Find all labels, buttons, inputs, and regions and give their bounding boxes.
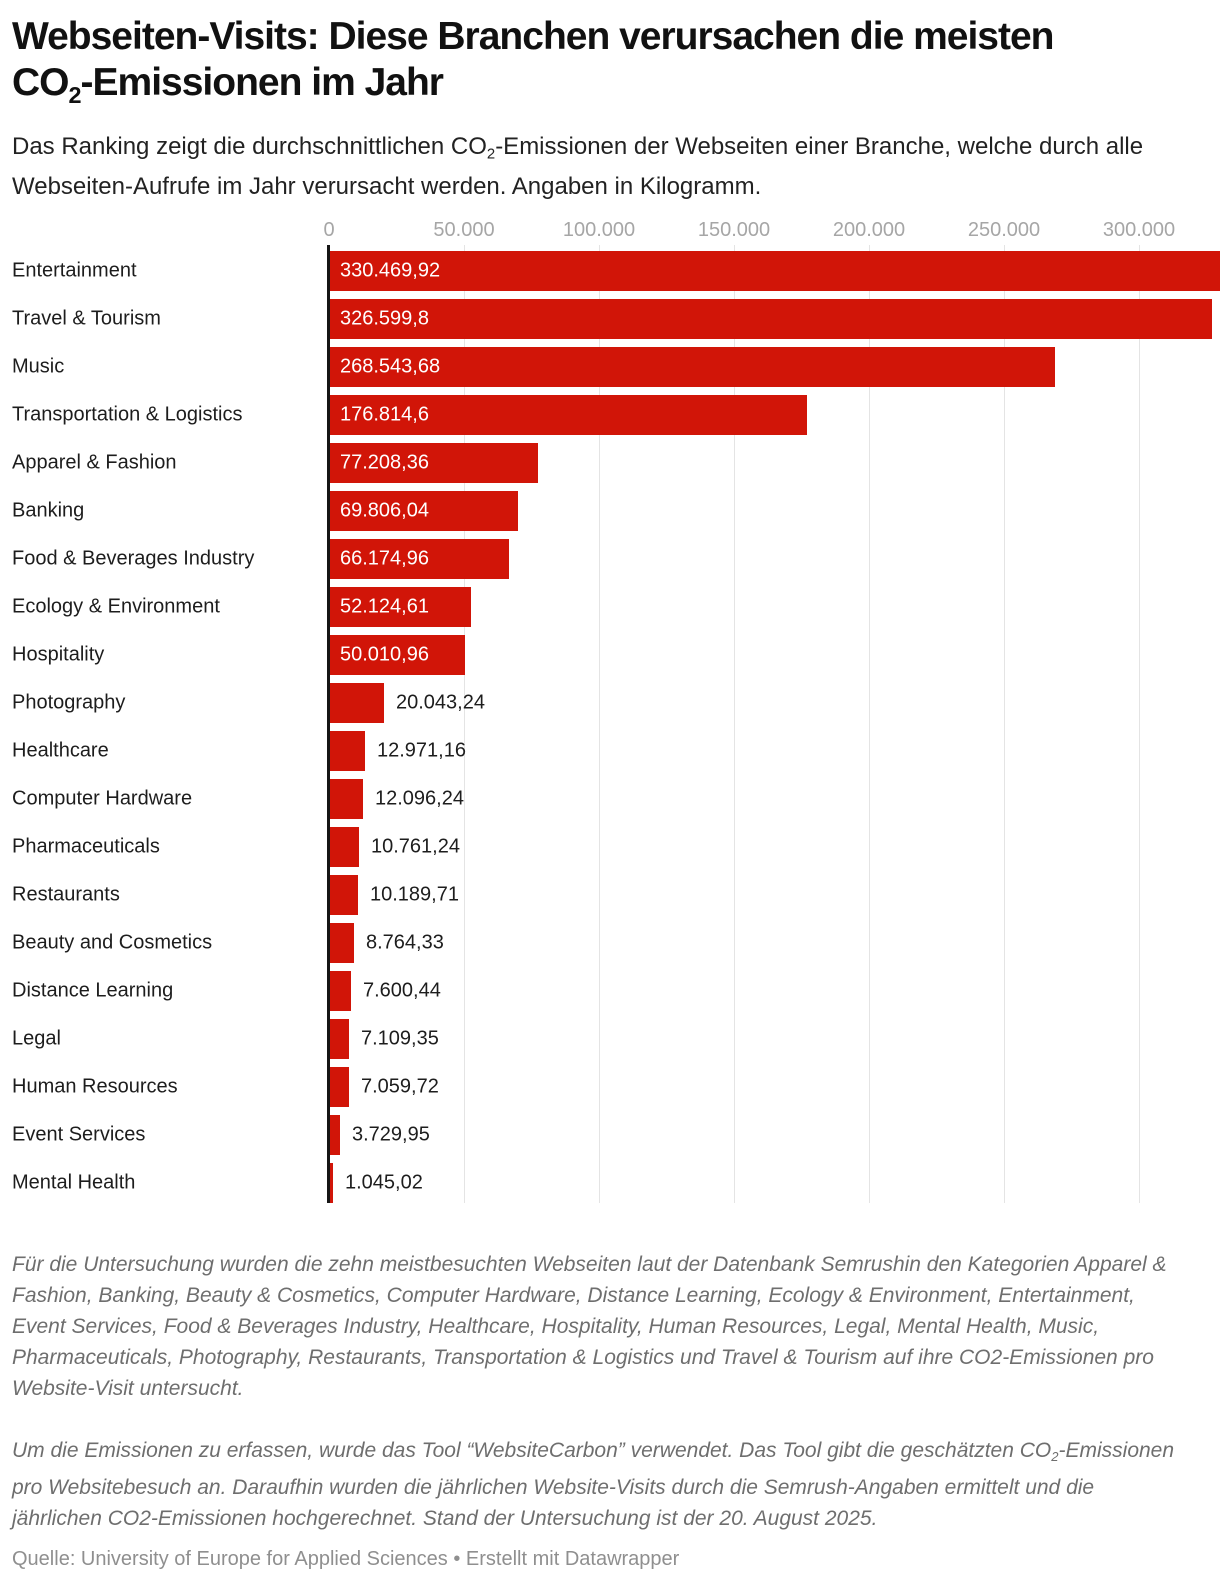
chart-row bbox=[12, 295, 1206, 343]
chart-row bbox=[12, 583, 1206, 631]
co2-subscript: 2 bbox=[1051, 1448, 1059, 1464]
chart-row bbox=[12, 871, 1206, 919]
bar bbox=[330, 1163, 333, 1203]
category-label: Apparel & Fashion bbox=[12, 451, 177, 474]
chart-notes bbox=[12, 1249, 1206, 1571]
value-label: 3.729,95 bbox=[352, 1123, 430, 1146]
chart-row bbox=[12, 1063, 1206, 1111]
value-label: 176.814,6 bbox=[340, 403, 429, 426]
co2-subscript: 2 bbox=[68, 82, 81, 109]
bar bbox=[330, 827, 359, 867]
x-axis-tick-label: 200.000 bbox=[832, 218, 906, 241]
category-label: Entertainment bbox=[12, 259, 137, 282]
bar-zone bbox=[329, 971, 1206, 1011]
chart-row bbox=[12, 439, 1206, 487]
bar bbox=[330, 683, 384, 723]
chart-row bbox=[12, 247, 1206, 295]
bar-zone bbox=[329, 1067, 1206, 1107]
bar-zone bbox=[329, 875, 1206, 915]
value-label: 7.600,44 bbox=[363, 979, 441, 1002]
source-text: Quelle: University of Europe for Applied Sciences bbox=[12, 1547, 448, 1570]
value-label: 268.543,68 bbox=[340, 355, 441, 378]
bar-rows bbox=[12, 247, 1206, 1207]
category-label: Mental Health bbox=[12, 1171, 136, 1194]
footnote-2: Um die Emissionen zu erfassen, wurde das Tool “WebsiteCarbon” verwendet. Das Tool gibt die geschätzten CO2-Emissionen pro Websitebesuch an. Daraufhin wurden die jährlichen Website-Visits durch die Semrush-Angaben ermittelt und die jährlichen CO2-Emissionen hochgerechnet. Stand der Untersuchung ist der 20. August 2025. bbox=[12, 1438, 1175, 1530]
bar-zone bbox=[329, 395, 1206, 435]
value-label: 7.109,35 bbox=[361, 1027, 439, 1050]
bar-zone bbox=[329, 491, 1206, 531]
bar bbox=[330, 1115, 340, 1155]
bar-zone bbox=[329, 923, 1206, 963]
x-axis-tick-label: 100.000 bbox=[562, 218, 636, 241]
bar bbox=[330, 299, 1212, 339]
chart-row bbox=[12, 775, 1206, 823]
category-label: Legal bbox=[12, 1027, 61, 1050]
value-label: 10.189,71 bbox=[370, 883, 459, 906]
bar-zone bbox=[329, 299, 1206, 339]
bar-zone bbox=[329, 731, 1206, 771]
chart-row bbox=[12, 631, 1206, 679]
bar-zone bbox=[329, 539, 1206, 579]
co2-subscript: 2 bbox=[486, 146, 496, 163]
value-label: 52.124,61 bbox=[340, 595, 429, 618]
value-label: 66.174,96 bbox=[340, 547, 429, 570]
datawrapper-credit-link[interactable]: Erstellt mit Datawrapper bbox=[465, 1547, 680, 1570]
value-label: 326.599,8 bbox=[340, 307, 429, 330]
value-label: 7.059,72 bbox=[361, 1075, 439, 1098]
bar-zone bbox=[329, 1019, 1206, 1059]
bar-zone bbox=[329, 779, 1206, 819]
category-label: Ecology & Environment bbox=[12, 595, 220, 618]
value-label: 8.764,33 bbox=[366, 931, 444, 954]
chart-row bbox=[12, 535, 1206, 583]
chart-row bbox=[12, 679, 1206, 727]
x-axis-tick-label: 150.000 bbox=[697, 218, 771, 241]
chart-row bbox=[12, 823, 1206, 871]
x-axis-tick-label: 250.000 bbox=[967, 218, 1041, 241]
bar-zone bbox=[329, 1163, 1206, 1203]
source-line bbox=[12, 1548, 1188, 1571]
value-label: 77.208,36 bbox=[340, 451, 429, 474]
bar bbox=[330, 251, 1220, 291]
bar bbox=[330, 875, 358, 915]
bar bbox=[330, 971, 351, 1011]
category-label: Healthcare bbox=[12, 739, 109, 762]
separator-dot: • bbox=[453, 1547, 461, 1570]
chart-row bbox=[12, 1015, 1206, 1063]
chart-row bbox=[12, 967, 1206, 1015]
chart-row bbox=[12, 919, 1206, 967]
footnote-1: Für die Untersuchung wurden die zehn meistbesuchten Webseiten laut der Datenbank Semrushin den Kategorien Apparel & Fashion, Banking, Beauty & Cosmetics, Computer Hardware, Distance Learning, Ecology & Environment, Entertainment, Event Services, Food & Beverages Industry, Healthcare, Hospitality, Human Resources, Legal, Mental Health, Music, Pharmaceuticals, Photography, Restaurants, Transportation & Logistics und Travel & Tourism auf ihre CO2-Emissionen pro Website-Visit untersucht. bbox=[12, 1252, 1167, 1400]
category-label: Photography bbox=[12, 691, 126, 714]
value-label: 12.971,16 bbox=[377, 739, 466, 762]
chart-subtitle: Das Ranking zeigt die durchschnittlichen CO2-Emissionen der Webseiten einer Branche, welche durch alle Webseiten-Aufrufe im Jahr verursacht werden. Angaben in Kilogramm. bbox=[12, 133, 1144, 200]
chart-row bbox=[12, 1111, 1206, 1159]
value-label: 20.043,24 bbox=[396, 691, 485, 714]
value-label: 1.045,02 bbox=[345, 1171, 423, 1194]
x-axis-tick-label: 300.000 bbox=[1102, 218, 1176, 241]
category-label: Event Services bbox=[12, 1123, 146, 1146]
category-label: Travel & Tourism bbox=[12, 307, 161, 330]
bar bbox=[330, 923, 354, 963]
category-label: Beauty and Cosmetics bbox=[12, 931, 213, 954]
x-axis-tick-label: 50.000 bbox=[433, 218, 495, 241]
bar bbox=[330, 731, 365, 771]
chart-title: Webseiten-Visits: Diese Branchen verursachen die meisten $CO_2$-Emissionen im Jahr bbox=[12, 15, 1054, 109]
bar-zone bbox=[329, 251, 1206, 291]
x-axis-ticks bbox=[12, 219, 1206, 245]
bar-zone bbox=[329, 587, 1206, 627]
bar-zone bbox=[329, 683, 1206, 723]
bar bbox=[330, 779, 363, 819]
category-label: Pharmaceuticals bbox=[12, 835, 160, 858]
bar-zone bbox=[329, 1115, 1206, 1155]
x-axis-tick-label: 0 bbox=[323, 218, 335, 241]
category-label: Restaurants bbox=[12, 883, 120, 906]
value-label: 50.010,96 bbox=[340, 643, 429, 666]
category-label: Music bbox=[12, 355, 65, 378]
category-label: Transportation & Logistics bbox=[12, 403, 243, 426]
bar bbox=[330, 1067, 349, 1107]
bar-zone bbox=[329, 827, 1206, 867]
category-label: Food & Beverages Industry bbox=[12, 547, 255, 570]
bar-zone bbox=[329, 635, 1206, 675]
bar-zone bbox=[329, 347, 1206, 387]
bar-zone bbox=[329, 443, 1206, 483]
chart-row bbox=[12, 727, 1206, 775]
bar bbox=[330, 1019, 349, 1059]
bar-chart bbox=[12, 219, 1206, 1209]
chart-row bbox=[12, 391, 1206, 439]
chart-row bbox=[12, 487, 1206, 535]
chart-row bbox=[12, 1159, 1206, 1207]
category-label: Human Resources bbox=[12, 1075, 178, 1098]
value-label: 69.806,04 bbox=[340, 499, 429, 522]
category-label: Banking bbox=[12, 499, 85, 522]
category-label: Computer Hardware bbox=[12, 787, 193, 810]
chart-row bbox=[12, 343, 1206, 391]
value-label: 12.096,24 bbox=[375, 787, 464, 810]
value-label: 330.469,92 bbox=[340, 259, 441, 282]
category-label: Hospitality bbox=[12, 643, 105, 666]
value-label: 10.761,24 bbox=[371, 835, 460, 858]
category-label: Distance Learning bbox=[12, 979, 174, 1002]
y-axis-line bbox=[327, 245, 330, 1203]
